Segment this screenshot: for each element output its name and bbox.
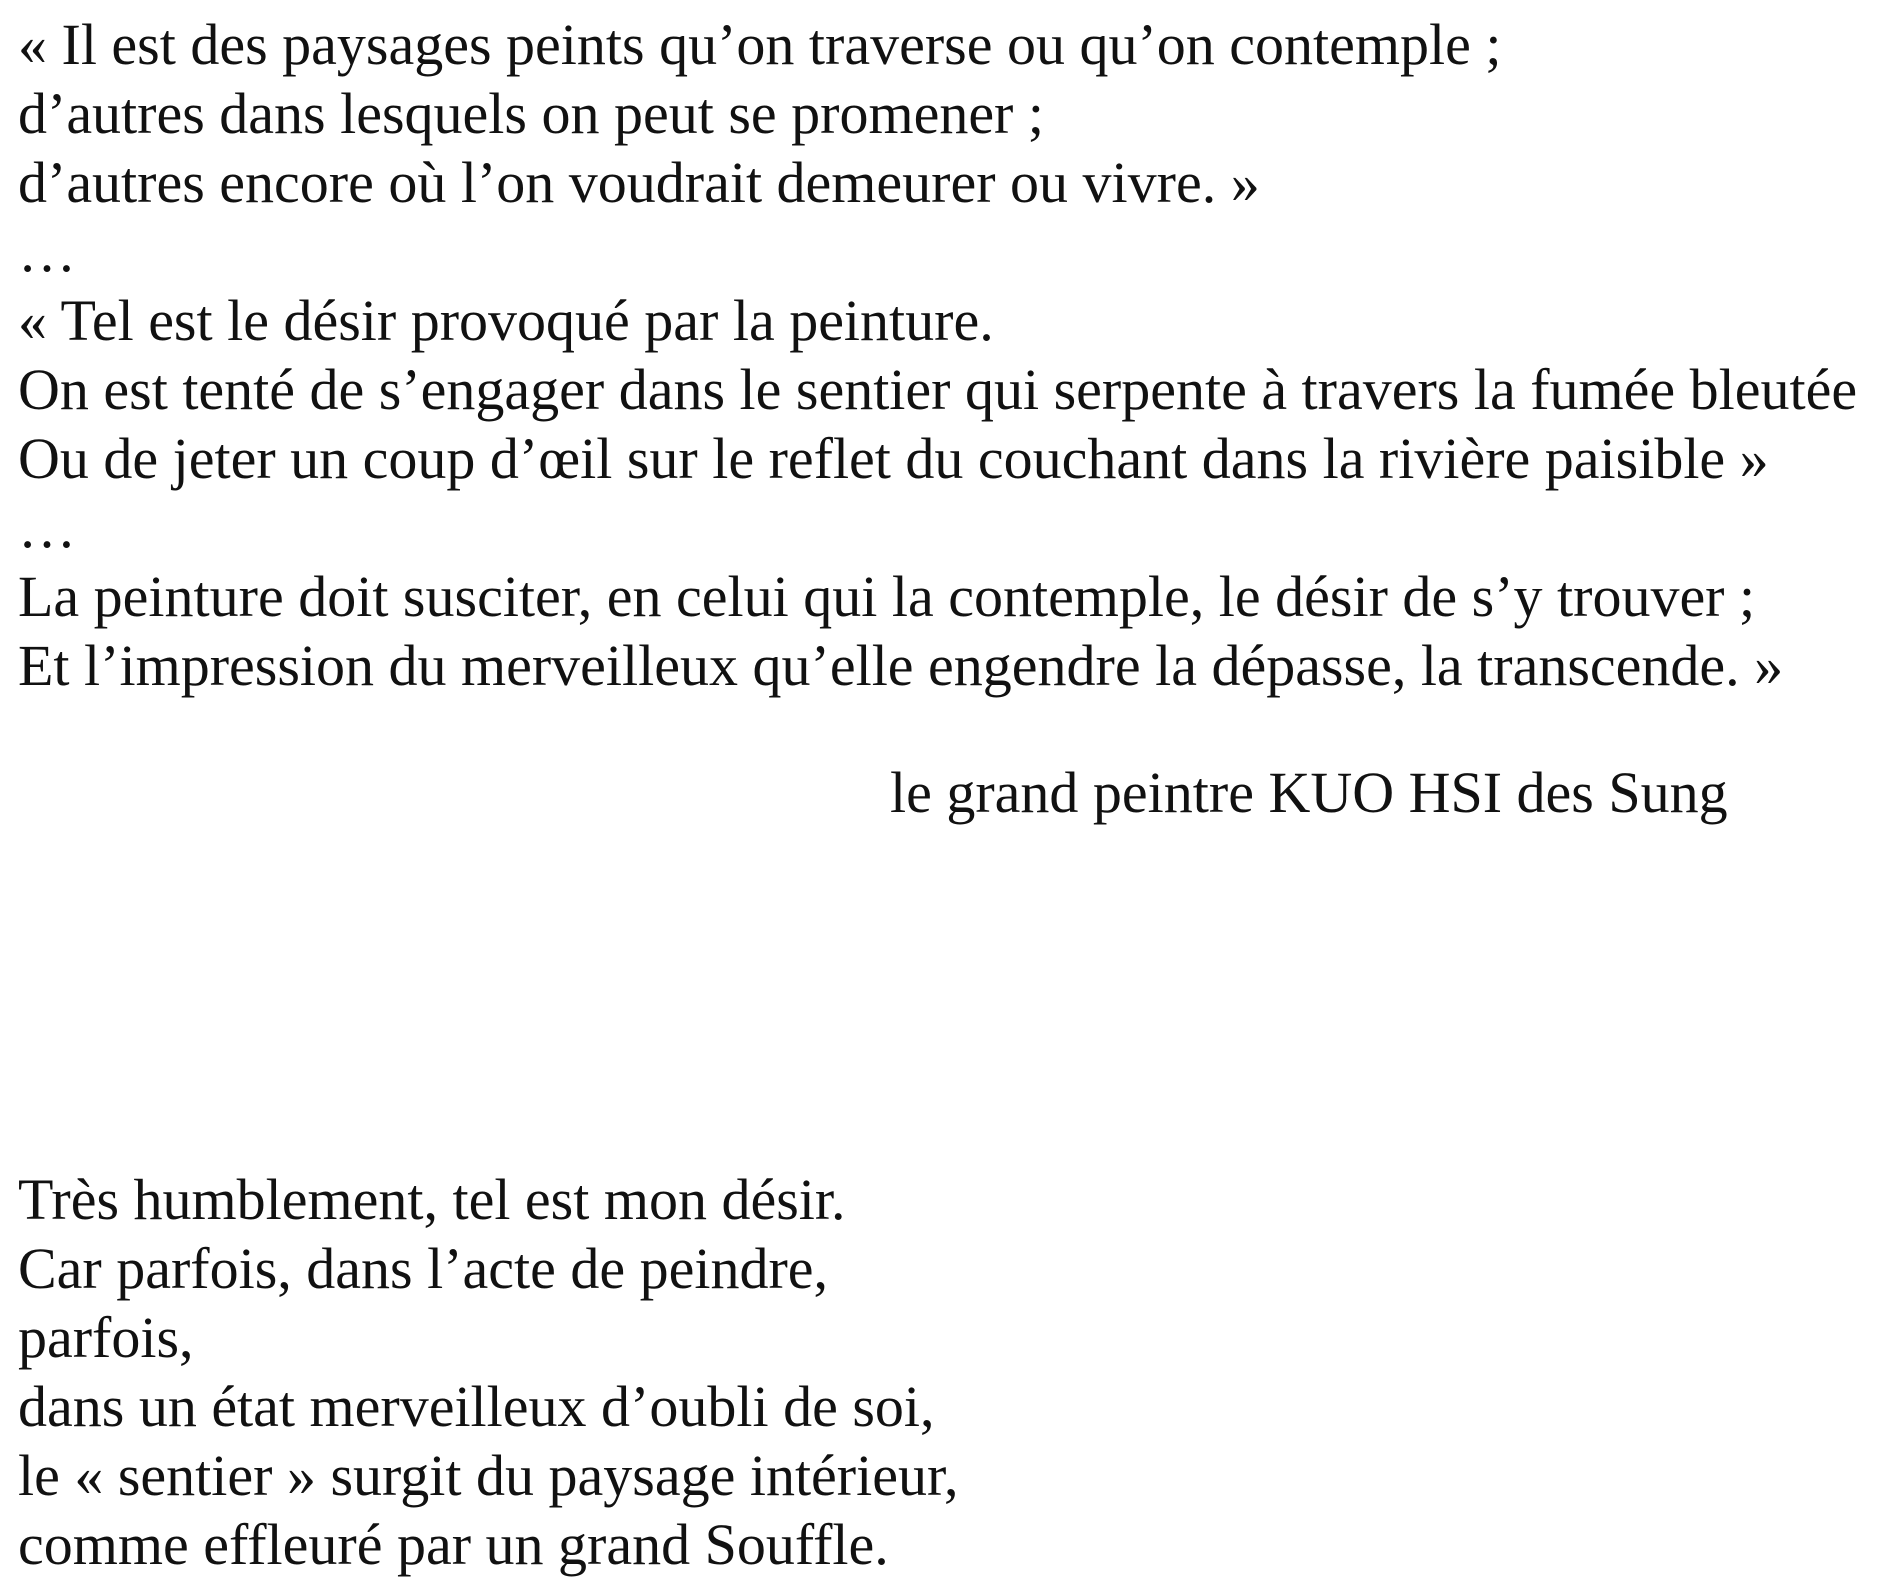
quote-line: « Il est des paysages peints qu’on traverse ou qu’on contemple ; [18,12,1502,77]
reflection-line: parfois, [18,1305,194,1370]
quote-line: On est tenté de s’engager dans le sentier qui serpente à travers la fumée bleutée [18,357,1858,422]
quote-line: La peinture doit susciter, en celui qui la contemple, le désir de s’y trouver ; [18,564,1756,629]
reflection-line: dans un état merveilleux d’oubli de soi, [18,1374,935,1439]
quote-ellipsis: … [18,219,76,284]
quote-line: Et l’impression du merveilleux qu’elle engendre la dépasse, la transcende. » [18,633,1784,698]
quote-line: d’autres dans lesquels on peut se promener ; [18,81,1044,146]
reflection-line: Car parfois, dans l’acte de peindre, [18,1236,829,1301]
quote-line: Ou de jeter un coup d’œil sur le reflet du couchant dans la rivière paisible » [18,426,1769,491]
quote-ellipsis: … [18,495,76,560]
quote-line: d’autres encore où l’on voudrait demeurer ou vivre. » [18,150,1260,215]
quote-attribution: le grand peintre KUO HSI des Sung [890,760,1728,825]
reflection-block [18,1165,958,1579]
reflection-line: Très humblement, tel est mon désir. [18,1167,846,1232]
reflection-line: le « sentier » surgit du paysage intérieur, [18,1443,959,1508]
quote-block [18,10,1857,700]
quote-line: « Tel est le désir provoqué par la peinture. [18,288,994,353]
reflection-line: comme effleuré par un grand Souffle. [18,1512,889,1577]
